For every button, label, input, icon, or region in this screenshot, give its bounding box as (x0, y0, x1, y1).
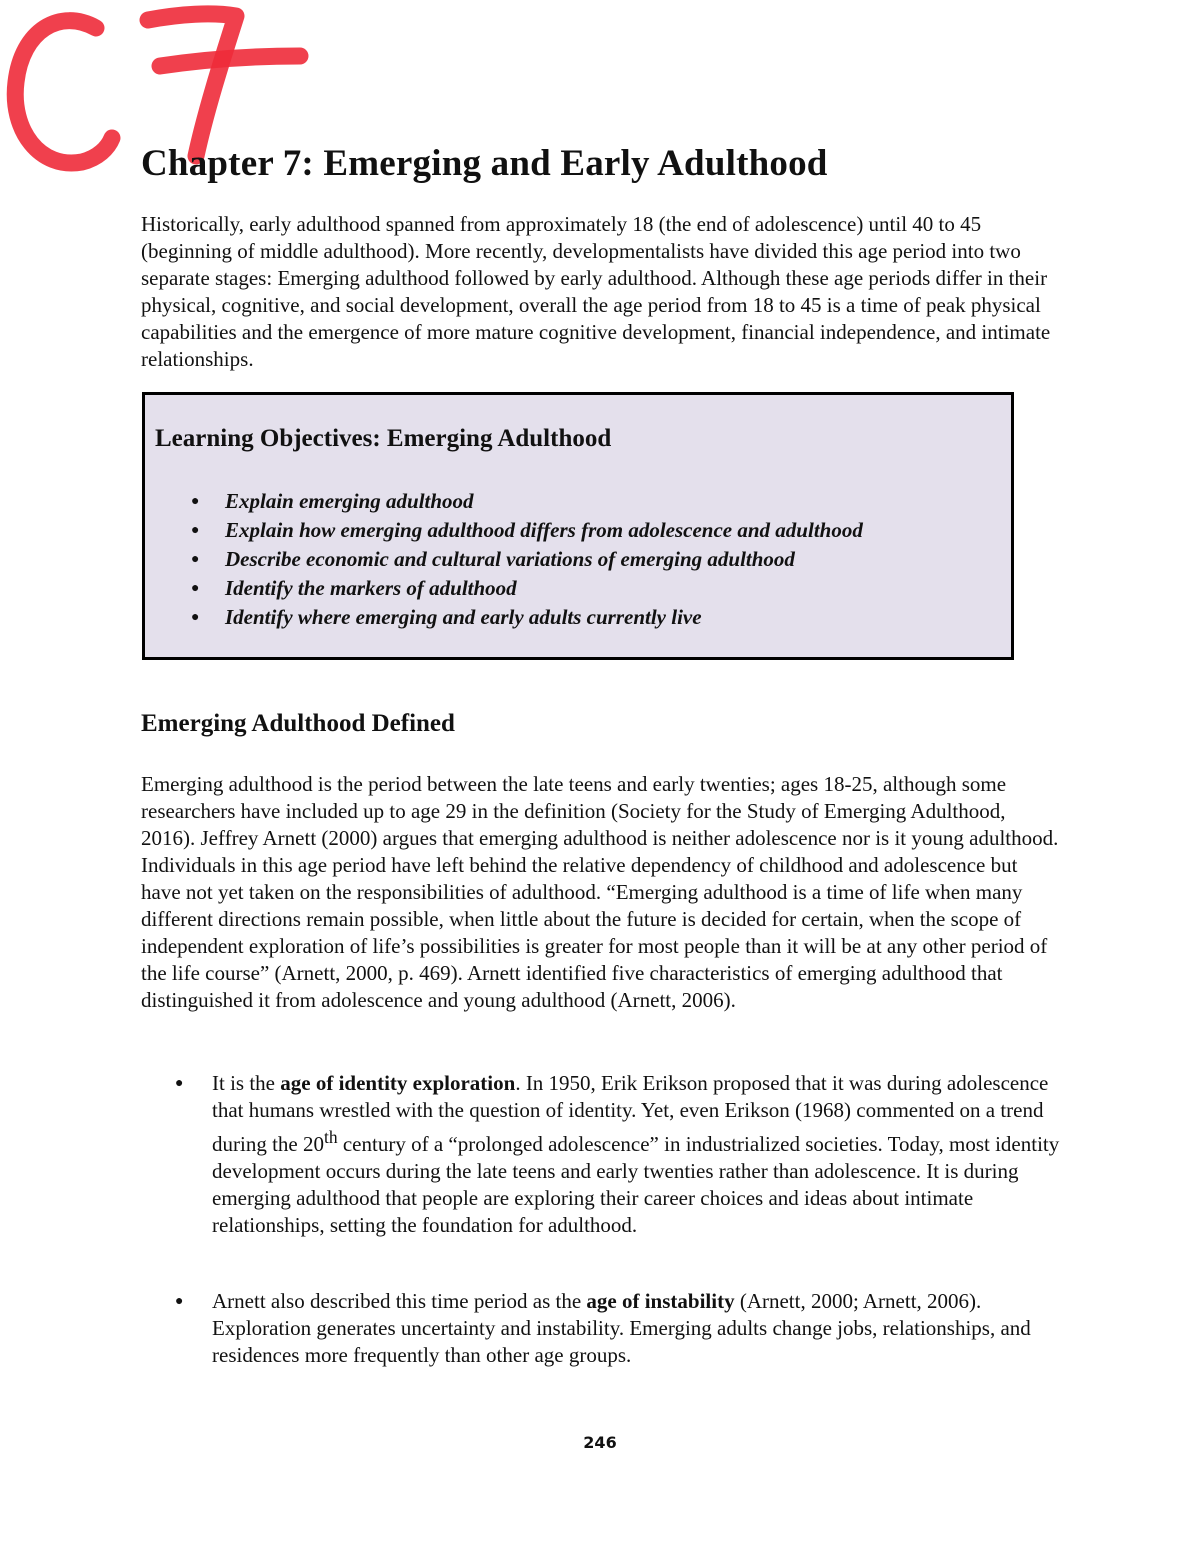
section-heading: Emerging Adulthood Defined (141, 710, 455, 737)
intro-paragraph: Historically, early adulthood spanned from approximately 18 (the end of adolescence) until 40 to 45 (beginning of middle adulthood). More recently, developmentalists have divided this age period into two separate stages: Emerging adulthood followed by early adulthood. Although these age periods differ in their physical, cognitive, and social development, overall the age period from 18 to 45 is a time of peak physical capabilities and the emergence of more mature cognitive development, financial independence, and intimate relationships. (141, 212, 1051, 371)
learning-objectives-title: Learning Objectives: Emerging Adulthood (155, 425, 612, 452)
handwritten-c-stroke (15, 21, 112, 163)
learning-objectives-list (145, 487, 863, 632)
handwritten-7-stroke (148, 14, 236, 156)
definition-paragraph: Emerging adulthood is the period between the late teens and early twenties; ages 18-25, although some researchers have included up to age 29 in the definition (Society for the Study of Emerging Adulthood, 2016). Jeffrey Arnett (2000) argues that emerging adulthood is neither adolescence nor is it young adulthood. Individuals in this age period have left behind the relative dependency of childhood and adolescence but have not yet taken on the responsibilities of adulthood. “Emerging adulthood is a time of life when many different directions remain possible, when little about the future is decided for certain, when the scope of independent exploration of life’s possibilities is greater for most people than it will be at any other period of the life course” (Arnett, 2000, p. 469). Arnett identified five characteristics of emerging adulthood that distinguished it from adolescence and young adulthood (Arnett, 2006). (141, 772, 1059, 1012)
chapter-title: Chapter 7: Emerging and Early Adulthood (141, 143, 828, 184)
objective-item: ● Describe economic and cultural variations of emerging adulthood (145, 545, 863, 574)
bullet-text: Arnett also described this time period as the age of instability (Arnett, 2000; Arnett, 2006). Exploration generates uncertainty and instability. Emerging adults change jobs, relationships, and residences more frequently than other age groups. (212, 1289, 1031, 1367)
bullet-icon: ● (175, 1294, 184, 1309)
objective-item: ● Explain how emerging adulthood differs from adolescence and adulthood (145, 516, 863, 545)
handwritten-7-crossbar (160, 56, 300, 66)
bullet-icon: ● (175, 1076, 184, 1091)
page-number: 246 (583, 1433, 617, 1452)
learning-objectives-box (142, 392, 1014, 660)
key-term: age of instability (586, 1289, 735, 1313)
bullet-text: It is the age of identity exploration. In 1950, Erik Erikson proposed that it was during adolescence that humans wrestled with the question of identity. Yet, even Erikson (1968) commented on a trend during the 20th century of a “prolonged adolescence” in industrialized societies. Today, most identity development occurs during the late teens and early twenties rather than adolescence. It is during emerging adulthood that people are exploring their career choices and ideas about intimate relationships, setting the foundation for adulthood. (212, 1071, 1060, 1237)
objective-item: ● Identify the markers of adulthood (145, 574, 863, 603)
objective-item: ● Identify where emerging and early adults currently live (145, 603, 863, 632)
key-term: age of identity exploration (280, 1071, 516, 1095)
objective-item: ● Explain emerging adulthood (145, 487, 863, 516)
